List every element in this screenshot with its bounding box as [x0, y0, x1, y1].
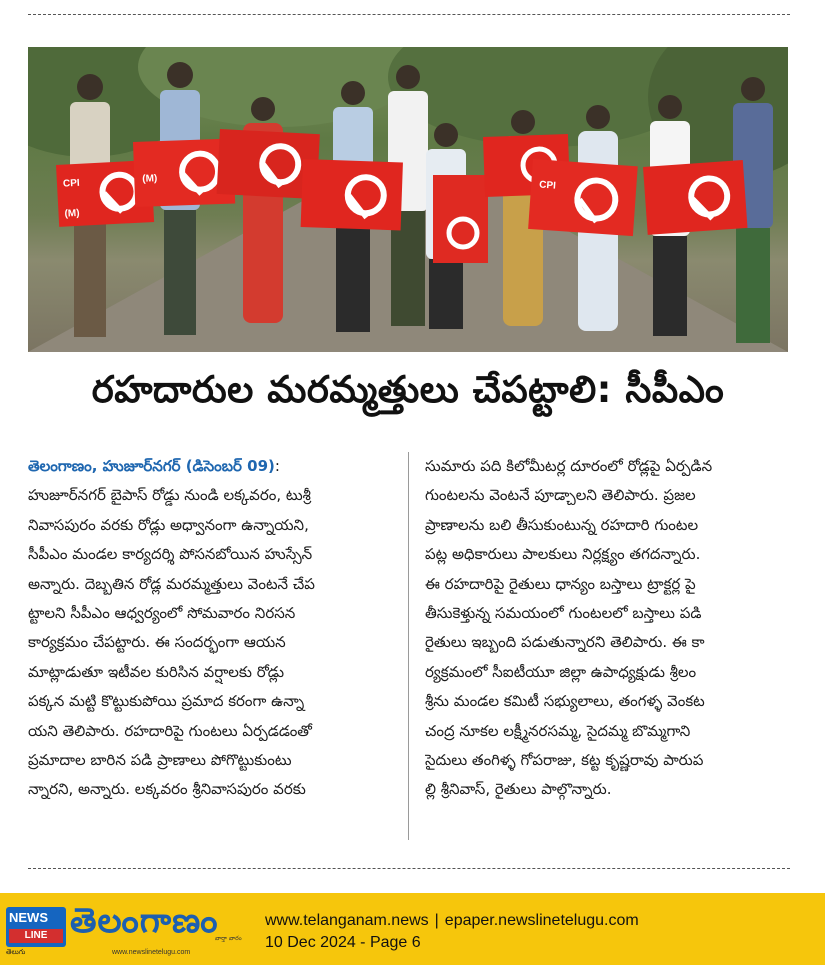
- footer-date-page: 10 Dec 2024 - Page 6: [265, 934, 421, 951]
- news-photo: [28, 47, 788, 352]
- article-line: పక్కన మట్టి కొట్టుకుపోయి ప్రమాద కరంగా ఉన్నా: [28, 692, 305, 711]
- svg-text:CPI: CPI: [62, 177, 80, 190]
- article-line: ర్యక్రమంలో సీఐటీయూ జిల్లా ఉపాధ్యక్షుడు శ్రీలం: [425, 662, 697, 681]
- column-divider: [408, 452, 409, 840]
- bottom-dashed-divider: [28, 868, 790, 869]
- article-line: తీసుకెళ్తున్న సమయంలో గుంటలలో బస్తాలు పడి: [425, 604, 702, 623]
- dateline-line: [28, 452, 393, 481]
- article-line: శ్రీను మండల కమిటీ సభ్యులాలు, తంగళ్ళ వెంకట: [425, 692, 705, 711]
- article-line: కార్యక్రమం చేపట్టారు. ఈ సందర్భంగా ఆయన: [28, 633, 286, 652]
- article-line: హుజూర్‌నగర్ బైపాస్ రోడ్డు నుండి లక్కవరం, టుశ్రీ: [28, 486, 311, 505]
- top-dashed-divider: [28, 14, 790, 15]
- article-line: యని తెలిపారు. రహదారిపై గుంటలు ఏర్పడడంతో: [28, 721, 312, 740]
- article-line: నివాసపురం వరకు రోడ్లు అధ్వానంగా ఉన్నాయని,: [28, 515, 309, 534]
- svg-text:CPI: CPI: [538, 179, 557, 192]
- svg-text:(M): (M): [64, 207, 80, 220]
- article-line: మాట్లాడుతూ ఇటీవల కురిసిన వర్షాలకు రోడ్లు: [28, 662, 285, 681]
- article-line: ల్లి శ్రీనివాస్, రైతులు పాల్గొన్నారు.: [425, 780, 612, 799]
- article-line: ట్టాలని సీపీఎం ఆధ్వర్యంలో సోమవారం నిరసన: [28, 604, 296, 623]
- article-line: చంద్ర నూకల లక్ష్మీనరసమ్మ, సైదమ్మ బొమ్మగాని: [425, 721, 691, 740]
- dateline-suffix: :: [274, 457, 280, 475]
- footer-separator: |: [434, 912, 439, 929]
- article-line: న్నారని, అన్నారు. లక్కవరం శ్రీనివాసపురం వరకు: [28, 780, 306, 799]
- logo-sub-text: తెలుగు: [6, 948, 26, 956]
- article-line: రైతులు ఇబ్బంది పడుతున్నారని తెలిపారు. ఈ కా: [425, 633, 705, 652]
- brand-tagline: వార్తా వారం: [215, 935, 242, 942]
- footer-sites: [265, 912, 639, 930]
- dateline: తెలంగాణం, హుజూర్‌నగర్ (డిసెంబర్ 09): [28, 457, 275, 475]
- article-line: ప్రాణాలను బలి తీసుకుంటున్న రహదారి గుంటల: [425, 515, 699, 534]
- newsline-logo: [6, 907, 66, 947]
- article-line: సుమారు పది కిలోమీటర్ల దూరంలో రోడ్లపై ఏర్పడిన: [425, 457, 713, 475]
- article-line: గుంటలను వెంటనే పూడ్చాలని తెలిపారు. ప్రజల: [425, 486, 696, 505]
- article-line: అన్నారు. దెబ్బతిన రోడ్ల మరమ్మత్తులు వెంటనే చేప: [28, 574, 315, 593]
- svg-text:(M): (M): [142, 173, 158, 185]
- article-column-left: [28, 452, 393, 805]
- protest-photo-illustration: [28, 47, 788, 352]
- site-link-telanganam[interactable]: www.telanganam.news: [265, 912, 429, 929]
- article-line: ప్రమాదాల బారిన పడి ప్రాణాలు పోగొట్టుకుంటు: [28, 751, 292, 770]
- site-link-epaper[interactable]: epaper.newslinetelugu.com: [444, 912, 639, 929]
- article-line: సీపీఎం మండల కార్యదర్శి పోసనబోయిన హుస్సేన్: [28, 545, 313, 564]
- article-line: సైదులు తంగిళ్ళ గోపరాజు, కట్ట కృష్ణరావు పారుప: [425, 751, 704, 770]
- article-line: ఈ రహదారిపై రైతులు ధాన్యం బస్తాలు ట్రాక్టర్ల పై: [425, 574, 696, 593]
- headline: రహదారుల మరమ్మత్తులు చేపట్టాలి: సీపీఎం: [91, 368, 725, 411]
- article-column-right: [425, 452, 788, 805]
- logo-line-text: LINE: [9, 929, 63, 943]
- brand-url: www.newslinetelugu.com: [112, 949, 191, 956]
- telanganam-brand-logo: తెలంగాణం: [70, 901, 219, 941]
- logo-news-text: NEWS: [9, 910, 48, 925]
- article-line: పట్ల అధికారులు పాలకులు నిర్లక్ష్యం తగదన్నారు.: [425, 545, 701, 564]
